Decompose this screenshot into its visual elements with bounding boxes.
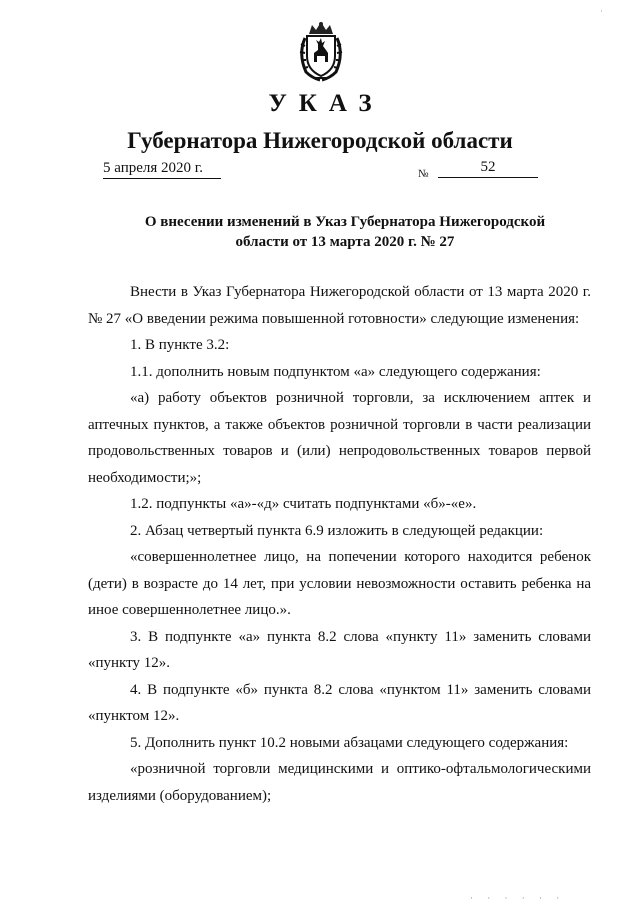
scan-footer-noise: · · · · · ·: [470, 893, 566, 903]
paragraph: 3. В подпункте «а» пункта 8.2 слова «пункту 11» заменить словами «пункту 12».: [88, 628, 591, 671]
scan-speck: ·: [600, 6, 603, 16]
paragraph: 1.1. дополнить новым подпунктом «а» следующего содержания:: [130, 363, 541, 380]
paragraph: «розничной торговли медицинскими и оптико-офтальмологическими изделиями (оборудованием);: [88, 761, 591, 804]
document-subject: О внесении изменений в Указ Губернатора Нижегородской области от 13 марта 2020 г. № 27: [144, 214, 546, 250]
paragraph: 5. Дополнить пункт 10.2 новыми абзацами следующего содержания:: [130, 734, 569, 751]
paragraph: 2. Абзац четвертый пункта 6.9 изложить в следующей редакции:: [130, 522, 544, 539]
paragraph: «а) работу объектов розничной торговли, за исключением аптек и аптечных пунктов, а также объектов розничной торговли в части реализации продовольственных товаров и (или) непродовольственных товаров первой необходимости;»;: [88, 390, 591, 486]
paragraph: 4. В подпункте «б» пункта 8.2 слова «пунктом 11» заменить словами «пунктом 12».: [88, 681, 591, 724]
paragraph: «совершеннолетнее лицо, на попечении которого находится ребенок (дети) в возрасте до 14 лет, при условии невозможности оставить ребенка на иное совершеннолетнее лицо.».: [88, 549, 591, 618]
coat-of-arms-icon: [296, 20, 346, 82]
paragraph: Внести в Указ Губернатора Нижегородской области от 13 марта 2020 г. № 27 «О введении режима повышенной готовности» следующие изменения:: [88, 284, 591, 327]
document-body: [88, 279, 591, 809]
paragraph: 1.2. подпункты «а»-«д» считать подпунктами «б»-«е».: [130, 496, 477, 512]
document-date: 5 апреля 2020 г.: [103, 160, 221, 179]
document-number: 52: [438, 159, 538, 178]
number-label: №: [418, 168, 429, 180]
paragraph: 1. В пункте 3.2:: [130, 337, 230, 353]
issuer-title: Губернатора Нижегородской области: [127, 128, 513, 153]
document-type-title: УКАЗ: [268, 90, 384, 117]
